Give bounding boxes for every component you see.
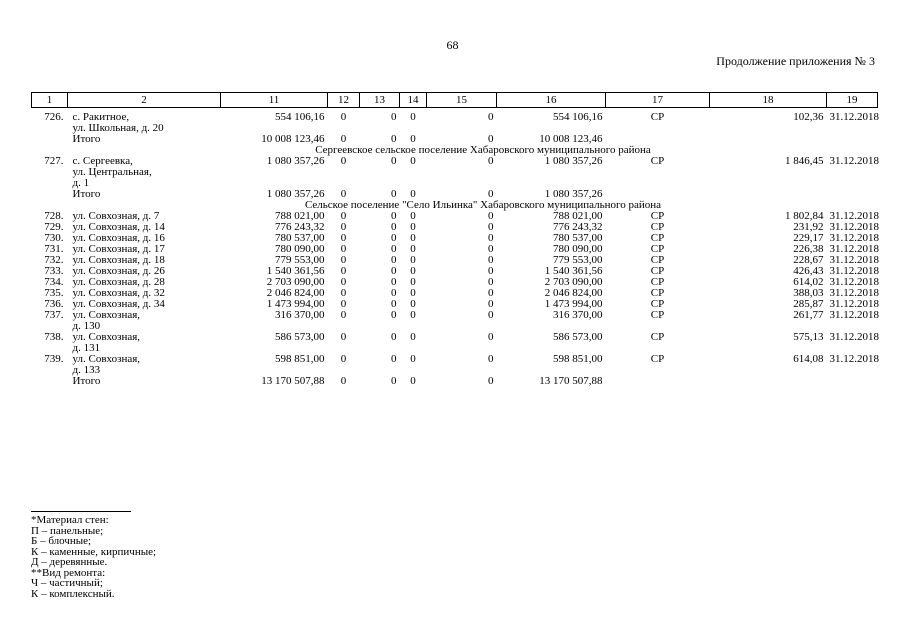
- table-header: [32, 93, 878, 108]
- column-header: 11: [221, 93, 328, 108]
- repair-type-cell: СР: [650, 265, 665, 277]
- value-cell: 0: [340, 232, 347, 244]
- repair-type-cell: СР: [650, 309, 665, 321]
- address-line: ул. Совхозная, д. 18: [72, 254, 165, 266]
- value-cell: 0: [391, 276, 397, 288]
- area-cell: 285,87: [793, 298, 824, 310]
- value-cell: 0: [391, 221, 397, 233]
- address-line: ул. Центральная,: [72, 166, 152, 178]
- address-line: с. Ракитное,: [72, 111, 130, 123]
- value-cell: 0: [410, 309, 416, 321]
- row-number: 738.: [44, 331, 64, 343]
- row-number: 732.: [44, 254, 64, 266]
- value-cell: 0: [391, 155, 397, 167]
- value-cell: 0: [340, 309, 347, 321]
- value-cell: 0: [410, 353, 416, 365]
- value-cell: 0: [391, 331, 397, 343]
- repair-costs-table: [31, 92, 878, 387]
- repair-type-cell: СР: [650, 276, 665, 288]
- fund-cost-cell: 776 243,32: [553, 221, 603, 233]
- repair-type-cell: СР: [650, 221, 665, 233]
- value-cell: 0: [340, 375, 347, 387]
- value-cell: 0: [391, 133, 397, 145]
- value-cell: 0: [410, 375, 416, 387]
- area-cell: 229,17: [793, 232, 824, 244]
- value-cell: 0: [488, 309, 494, 321]
- value-cell: 0: [488, 133, 494, 145]
- footnote-line: *Материал стен:: [31, 514, 109, 526]
- repair-type-cell: СР: [650, 353, 665, 365]
- total-label: Итого: [72, 133, 101, 145]
- row-number: 727.: [44, 155, 64, 167]
- value-cell: 0: [340, 298, 347, 310]
- deadline-date-cell: 31.12.2018: [829, 155, 879, 167]
- column-header: 13: [360, 93, 400, 108]
- fund-cost-cell: 1 080 357,26: [544, 188, 603, 200]
- footnote-line: К – комплексный.: [31, 587, 115, 600]
- value-cell: 0: [391, 188, 397, 200]
- value-cell: 0: [410, 265, 416, 277]
- deadline-date-cell: 31.12.2018: [829, 331, 879, 343]
- value-cell: 0: [340, 111, 347, 123]
- repair-type-cell: СР: [650, 254, 665, 266]
- deadline-date-cell: 31.12.2018: [829, 221, 879, 233]
- table-row: [32, 332, 878, 354]
- section-title: Сельское поселение "Село Ильинка" Хабаровского муниципального района: [304, 199, 662, 211]
- value-cell: 0: [488, 243, 494, 255]
- cost-total-cell: 1 080 357,26: [266, 155, 325, 167]
- address-line: с. Сергеевка,: [72, 155, 133, 167]
- footnote-divider: [31, 511, 131, 512]
- column-header: 14: [400, 93, 427, 108]
- empty-cell: [32, 189, 68, 200]
- fund-cost-cell: 2 703 090,00: [544, 276, 603, 288]
- deadline-date-cell: 31.12.2018: [829, 265, 879, 277]
- address-cell: [68, 156, 221, 189]
- address-cell: [68, 112, 221, 134]
- address-line: ул. Совхозная,: [72, 331, 141, 343]
- footnote-line: Ч – частичный;: [31, 577, 103, 589]
- address-line: ул. Совхозная, д. 34: [72, 298, 165, 310]
- cost-total-cell: 1 080 357,26: [266, 188, 325, 200]
- repair-type-cell: СР: [650, 155, 665, 167]
- value-cell: 0: [410, 243, 416, 255]
- empty-cell: [710, 134, 827, 145]
- area-cell: 1 846,45: [785, 155, 824, 167]
- row-number: 726.: [44, 111, 64, 123]
- address-line: д. 130: [72, 320, 101, 332]
- cost-total-cell: 554 106,16: [275, 111, 325, 123]
- cost-total-cell: 1 473 994,00: [266, 298, 325, 310]
- address-cell: [68, 332, 221, 354]
- table-row: [32, 299, 878, 310]
- row-number: 731.: [44, 243, 64, 255]
- area-cell: 231,92: [793, 221, 824, 233]
- area-cell: 388,03: [793, 287, 824, 299]
- value-cell: 0: [340, 276, 347, 288]
- column-header: 19: [827, 93, 878, 108]
- cost-total-cell: 788 021,00: [275, 210, 325, 222]
- address-line: ул. Совхозная, д. 14: [72, 221, 165, 233]
- value-cell: 0: [340, 265, 347, 277]
- value-cell: 0: [410, 155, 416, 167]
- value-cell: 0: [410, 287, 416, 299]
- deadline-date-cell: 31.12.2018: [829, 210, 879, 222]
- fund-cost-cell: 1 540 361,56: [544, 265, 603, 277]
- area-cell: 226,38: [793, 243, 824, 255]
- footnote-line: Б – блочные;: [31, 535, 92, 547]
- cost-total-cell: 779 553,00: [275, 254, 325, 266]
- repair-type-cell: СР: [650, 243, 665, 255]
- total-row: [32, 376, 878, 387]
- column-header: 17: [606, 93, 710, 108]
- value-cell: 0: [488, 331, 494, 343]
- row-number: 735.: [44, 287, 64, 299]
- value-cell: 0: [488, 287, 494, 299]
- value-cell: 0: [340, 188, 347, 200]
- row-number: 729.: [44, 221, 64, 233]
- area-cell: 228,67: [793, 254, 824, 266]
- value-cell: 0: [391, 287, 397, 299]
- value-cell: 0: [340, 331, 347, 343]
- value-cell: 0: [391, 232, 397, 244]
- value-cell: 0: [391, 298, 397, 310]
- cost-total-cell: 2 046 824,00: [266, 287, 325, 299]
- address-line: ул. Совхозная, д. 26: [72, 265, 165, 277]
- deadline-date-cell: 31.12.2018: [829, 232, 879, 244]
- value-cell: 0: [488, 276, 494, 288]
- row-number: 734.: [44, 276, 64, 288]
- address-line: ул. Школьная, д. 20: [72, 122, 164, 134]
- total-label: Итого: [72, 188, 101, 200]
- table-row: [32, 112, 878, 134]
- value-cell: 0: [391, 265, 397, 277]
- row-number: 728.: [44, 210, 64, 222]
- cost-total-cell: 316 370,00: [275, 309, 325, 321]
- footnotes: [31, 511, 156, 599]
- area-cell: 614,08: [793, 353, 824, 365]
- footnote-line: К – каменные, кирпичные;: [31, 545, 157, 558]
- value-cell: 0: [410, 276, 416, 288]
- address-line: ул. Совхозная,: [72, 353, 141, 365]
- value-cell: 0: [488, 232, 494, 244]
- address-cell: [68, 310, 221, 332]
- value-cell: 0: [340, 254, 347, 266]
- cost-total-cell: 1 540 361,56: [266, 265, 325, 277]
- address-line: ул. Совхозная, д. 32: [72, 287, 165, 299]
- fund-cost-cell: 780 537,00: [553, 232, 603, 244]
- empty-cell: [32, 134, 68, 145]
- fund-cost-cell: 586 573,00: [553, 331, 603, 343]
- empty-cell: [710, 376, 827, 387]
- column-header: 16: [497, 93, 606, 108]
- value-cell: 0: [410, 210, 416, 222]
- value-cell: 0: [488, 111, 494, 123]
- value-cell: 0: [391, 210, 397, 222]
- deadline-date-cell: 31.12.2018: [829, 287, 879, 299]
- deadline-date-cell: 31.12.2018: [829, 309, 879, 321]
- value-cell: 0: [410, 133, 416, 145]
- value-cell: 0: [391, 309, 397, 321]
- repair-type-cell: СР: [650, 232, 665, 244]
- value-cell: 0: [340, 155, 347, 167]
- cost-total-cell: 2 703 090,00: [266, 276, 325, 288]
- empty-cell: [32, 376, 68, 387]
- value-cell: 0: [391, 243, 397, 255]
- deadline-date-cell: 31.12.2018: [829, 298, 879, 310]
- cost-total-cell: 780 090,00: [275, 243, 325, 255]
- deadline-date-cell: 31.12.2018: [829, 111, 879, 123]
- value-cell: 0: [488, 375, 494, 387]
- address-line: ул. Совхозная, д. 28: [72, 276, 165, 288]
- area-cell: 575,13: [793, 331, 824, 343]
- row-number: 736.: [44, 298, 64, 310]
- column-header: 1: [32, 93, 68, 108]
- column-header: 18: [710, 93, 827, 108]
- fund-cost-cell: 554 106,16: [553, 111, 603, 123]
- footnote-line: Д – деревянные.: [31, 556, 108, 568]
- value-cell: 0: [410, 188, 416, 200]
- value-cell: 0: [391, 111, 397, 123]
- footnote-line: П – панельные;: [31, 524, 104, 537]
- value-cell: 0: [488, 155, 494, 167]
- value-cell: 0: [488, 210, 494, 222]
- area-cell: 102,36: [793, 111, 824, 123]
- cost-total-cell: 10 008 123,46: [261, 133, 325, 145]
- cost-total-cell: 13 170 507,88: [261, 375, 325, 387]
- appendix-continuation-note: Продолжение приложения № 3: [716, 54, 875, 68]
- area-cell: 261,77: [793, 309, 824, 321]
- fund-cost-cell: 779 553,00: [553, 254, 603, 266]
- fund-cost-cell: 13 170 507,88: [539, 375, 603, 387]
- value-cell: 0: [340, 243, 347, 255]
- column-header: 12: [328, 93, 360, 108]
- row-number: 737.: [44, 309, 64, 321]
- value-cell: 0: [410, 111, 416, 123]
- address-cell: [68, 354, 221, 376]
- cost-total-cell: 776 243,32: [275, 221, 325, 233]
- page-number: 68: [446, 38, 459, 52]
- value-cell: 0: [340, 221, 347, 233]
- value-cell: 0: [488, 353, 494, 365]
- repair-type-cell: СР: [650, 210, 665, 222]
- area-cell: 614,02: [793, 276, 824, 288]
- area-cell: 1 802,84: [785, 210, 824, 222]
- address-line: д. 133: [72, 364, 101, 376]
- value-cell: 0: [488, 254, 494, 266]
- header-row: [32, 93, 878, 108]
- address-line: ул. Совхозная, д. 7: [72, 210, 160, 222]
- deadline-date-cell: 31.12.2018: [829, 254, 879, 266]
- footnote-line: **Вид ремонта:: [31, 566, 106, 579]
- cost-total-cell: 586 573,00: [275, 331, 325, 343]
- empty-cell: [827, 134, 878, 145]
- value-cell: 0: [340, 287, 347, 299]
- fund-cost-cell: 788 021,00: [553, 210, 603, 222]
- repair-type-cell: СР: [650, 298, 665, 310]
- empty-cell: [710, 189, 827, 200]
- total-label: Итого: [72, 375, 101, 387]
- value-cell: 0: [340, 353, 347, 365]
- fund-cost-cell: 780 090,00: [553, 243, 603, 255]
- deadline-date-cell: 31.12.2018: [829, 276, 879, 288]
- table-row: [32, 310, 878, 332]
- value-cell: 0: [410, 232, 416, 244]
- fund-cost-cell: 1 080 357,26: [544, 155, 603, 167]
- table-body: [32, 108, 878, 388]
- fund-cost-cell: 1 473 994,00: [544, 298, 603, 310]
- repair-type-cell: СР: [650, 111, 665, 123]
- row-number: 730.: [44, 232, 64, 244]
- row-number: 739.: [44, 353, 64, 365]
- value-cell: 0: [488, 221, 494, 233]
- value-cell: 0: [340, 133, 347, 145]
- value-cell: 0: [488, 265, 494, 277]
- address-line: ул. Совхозная, д. 16: [72, 232, 165, 244]
- row-number: 733.: [44, 265, 64, 277]
- table-row: [32, 156, 878, 189]
- fund-cost-cell: 10 008 123,46: [539, 133, 603, 145]
- cost-total-cell: 598 851,00: [275, 353, 325, 365]
- value-cell: 0: [340, 210, 347, 222]
- value-cell: 0: [391, 353, 397, 365]
- address-line: д. 131: [72, 342, 101, 354]
- value-cell: 0: [410, 221, 416, 233]
- cost-total-cell: 780 537,00: [275, 232, 325, 244]
- value-cell: 0: [391, 375, 397, 387]
- section-row: [32, 145, 878, 156]
- address-line: д. 1: [72, 177, 90, 189]
- address-line: ул. Совхозная,: [72, 309, 141, 321]
- column-header: 15: [427, 93, 497, 108]
- value-cell: 0: [488, 188, 494, 200]
- deadline-date-cell: 31.12.2018: [829, 243, 879, 255]
- value-cell: 0: [488, 298, 494, 310]
- fund-cost-cell: 598 851,00: [553, 353, 603, 365]
- footnote-lines: [31, 515, 156, 599]
- repair-type-cell: СР: [650, 287, 665, 299]
- deadline-date-cell: 31.12.2018: [829, 353, 879, 365]
- fund-cost-cell: 316 370,00: [553, 309, 603, 321]
- section-title: Сергеевское сельское поселение Хабаровского муниципального района: [315, 144, 651, 156]
- value-cell: 0: [410, 254, 416, 266]
- value-cell: 0: [410, 331, 416, 343]
- value-cell: 0: [410, 298, 416, 310]
- table-row: [32, 354, 878, 376]
- empty-cell: [827, 189, 878, 200]
- column-header: 2: [68, 93, 221, 108]
- address-line: ул. Совхозная, д. 17: [72, 243, 165, 255]
- value-cell: 0: [391, 254, 397, 266]
- area-cell: 426,43: [793, 265, 824, 277]
- repair-type-cell: СР: [650, 331, 665, 343]
- empty-cell: [827, 376, 878, 387]
- empty-cell: [606, 376, 710, 387]
- fund-cost-cell: 2 046 824,00: [544, 287, 603, 299]
